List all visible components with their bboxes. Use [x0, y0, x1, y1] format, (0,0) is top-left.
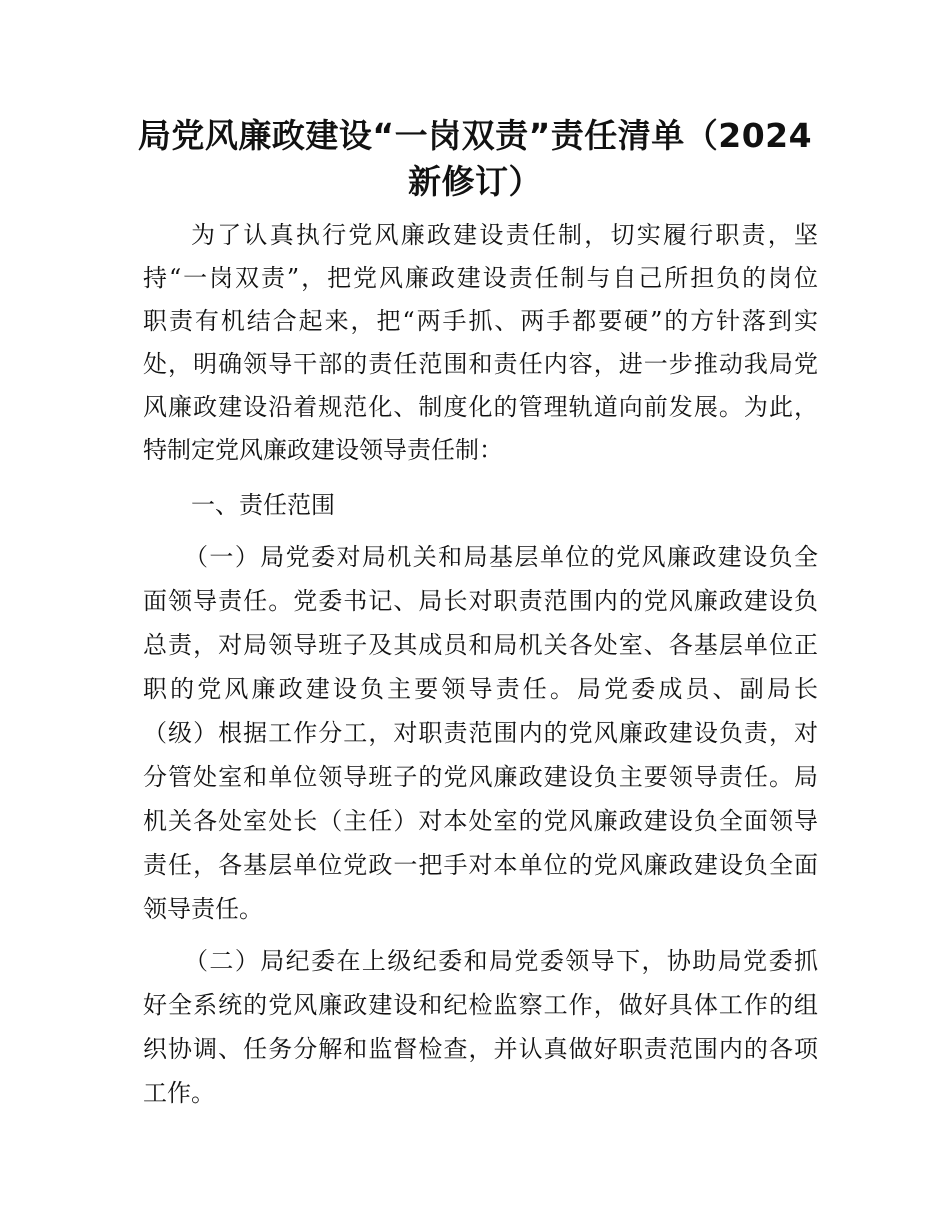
intro-line: 持“一岗双责”，把党风廉政建设责任制与自己所担负的岗位 — [143, 264, 818, 292]
item-line: （二）局纪委在上级纪委和局党委领导下，协助局党委抓 — [184, 947, 818, 975]
item-line: 织协调、任务分解和监督检查，并认真做好职责范围内的各项 — [143, 1035, 818, 1063]
item-line: 面领导责任。党委书记、局长对职责范围内的党风廉政建设负 — [143, 587, 818, 615]
item-line: 好全系统的党风廉政建设和纪检监察工作，做好具体工作的组 — [143, 991, 818, 1019]
item-line: 领导责任。 — [143, 895, 263, 923]
document-title-line-1: 局党风廉政建设“一岗双责”责任清单（2024 — [137, 116, 813, 155]
document-title-line-2: 新修订） — [408, 162, 542, 201]
section-heading: 一、责任范围 — [191, 491, 335, 519]
item-line: 职的党风廉政建设负主要领导责任。局党委成员、副局长 — [143, 675, 818, 703]
item-line: （级）根据工作分工，对职责范围内的党风廉政建设负责，对 — [143, 719, 818, 747]
item-line: 责任，各基层单位党政一把手对本单位的党风廉政建设负全面 — [143, 851, 818, 879]
intro-line: 为了认真执行党风廉政建设责任制，切实履行职责，坚 — [191, 221, 818, 249]
intro-line: 风廉政建设沿着规范化、制度化的管理轨道向前发展。为此， — [143, 393, 818, 421]
item-line: 机关各处室处长（主任）对本处室的党风廉政建设负全面领导 — [143, 807, 818, 835]
intro-line: 处，明确领导干部的责任范围和责任内容，进一步推动我局党 — [143, 350, 818, 378]
intro-line: 特制定党风廉政建设领导责任制： — [143, 436, 503, 464]
intro-line: 职责有机结合起来，把“两手抓、两手都要硬”的方针落到实 — [143, 307, 818, 335]
item-line: （一）局党委对局机关和局基层单位的党风廉政建设负全 — [184, 543, 818, 571]
item-line: 工作。 — [143, 1079, 215, 1107]
item-line: 总责，对局领导班子及其成员和局机关各处室、各基层单位正 — [143, 631, 818, 659]
item-line: 分管处室和单位领导班子的党风廉政建设负主要领导责任。局 — [143, 763, 818, 791]
